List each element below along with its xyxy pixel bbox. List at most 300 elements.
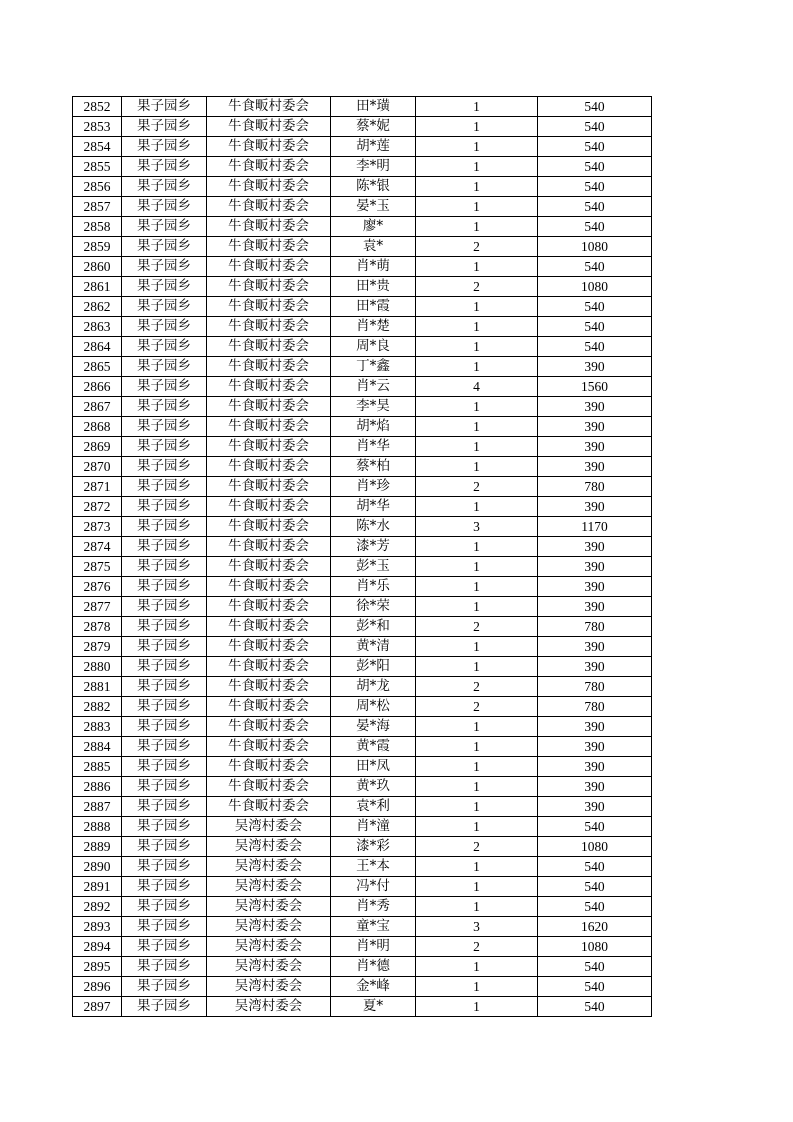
- amount-cell: 540: [538, 317, 652, 337]
- row-number: 2865: [73, 357, 122, 377]
- row-number: 2882: [73, 697, 122, 717]
- village-committee-cell: 牛食畈村委会: [207, 217, 331, 237]
- amount-cell: 540: [538, 257, 652, 277]
- person-name-cell: 肖*秀: [331, 897, 416, 917]
- table-row: [73, 377, 652, 397]
- household-count-cell: 1: [416, 717, 538, 737]
- table-row: [73, 437, 652, 457]
- town-cell: 果子园乡: [122, 717, 207, 737]
- town-cell: 果子园乡: [122, 957, 207, 977]
- household-count-cell: 3: [416, 517, 538, 537]
- row-number: 2892: [73, 897, 122, 917]
- row-number: 2889: [73, 837, 122, 857]
- row-number: 2891: [73, 877, 122, 897]
- village-committee-cell: 牛食畈村委会: [207, 137, 331, 157]
- table-row: [73, 877, 652, 897]
- town-cell: 果子园乡: [122, 797, 207, 817]
- household-count-cell: 2: [416, 277, 538, 297]
- town-cell: 果子园乡: [122, 657, 207, 677]
- village-committee-cell: 牛食畈村委会: [207, 517, 331, 537]
- table-row: [73, 737, 652, 757]
- amount-cell: 390: [538, 537, 652, 557]
- row-number: 2888: [73, 817, 122, 837]
- town-cell: 果子园乡: [122, 197, 207, 217]
- row-number: 2878: [73, 617, 122, 637]
- village-committee-cell: 牛食畈村委会: [207, 237, 331, 257]
- town-cell: 果子园乡: [122, 337, 207, 357]
- town-cell: 果子园乡: [122, 617, 207, 637]
- row-number: 2853: [73, 117, 122, 137]
- amount-cell: 390: [538, 557, 652, 577]
- village-committee-cell: 牛食畈村委会: [207, 617, 331, 637]
- row-number: 2861: [73, 277, 122, 297]
- household-count-cell: 1: [416, 797, 538, 817]
- household-count-cell: 2: [416, 937, 538, 957]
- table-row: [73, 857, 652, 877]
- amount-cell: 390: [538, 777, 652, 797]
- amount-cell: 1080: [538, 277, 652, 297]
- household-count-cell: 1: [416, 217, 538, 237]
- household-count-cell: 2: [416, 477, 538, 497]
- household-count-cell: 1: [416, 357, 538, 377]
- roster-table: [72, 96, 652, 1017]
- table-row: [73, 677, 652, 697]
- person-name-cell: 胡*莲: [331, 137, 416, 157]
- person-name-cell: 廖*: [331, 217, 416, 237]
- person-name-cell: 周*松: [331, 697, 416, 717]
- row-number: 2894: [73, 937, 122, 957]
- table-row: [73, 797, 652, 817]
- table-row: [73, 517, 652, 537]
- town-cell: 果子园乡: [122, 757, 207, 777]
- village-committee-cell: 吴湾村委会: [207, 857, 331, 877]
- table-row: [73, 637, 652, 657]
- town-cell: 果子园乡: [122, 977, 207, 997]
- amount-cell: 390: [538, 357, 652, 377]
- town-cell: 果子园乡: [122, 117, 207, 137]
- table-row: [73, 357, 652, 377]
- roster-table-body: [73, 97, 652, 1017]
- amount-cell: 540: [538, 977, 652, 997]
- person-name-cell: 陈*银: [331, 177, 416, 197]
- household-count-cell: 1: [416, 117, 538, 137]
- village-committee-cell: 牛食畈村委会: [207, 397, 331, 417]
- person-name-cell: 王*本: [331, 857, 416, 877]
- amount-cell: 1170: [538, 517, 652, 537]
- town-cell: 果子园乡: [122, 477, 207, 497]
- person-name-cell: 胡*华: [331, 497, 416, 517]
- household-count-cell: 1: [416, 577, 538, 597]
- person-name-cell: 袁*利: [331, 797, 416, 817]
- village-committee-cell: 牛食畈村委会: [207, 97, 331, 117]
- amount-cell: 540: [538, 897, 652, 917]
- person-name-cell: 肖*潼: [331, 817, 416, 837]
- person-name-cell: 丁*鑫: [331, 357, 416, 377]
- amount-cell: 540: [538, 957, 652, 977]
- village-committee-cell: 牛食畈村委会: [207, 557, 331, 577]
- row-number: 2884: [73, 737, 122, 757]
- table-row: [73, 837, 652, 857]
- amount-cell: 1080: [538, 237, 652, 257]
- household-count-cell: 1: [416, 437, 538, 457]
- table-row: [73, 317, 652, 337]
- town-cell: 果子园乡: [122, 457, 207, 477]
- town-cell: 果子园乡: [122, 297, 207, 317]
- row-number: 2862: [73, 297, 122, 317]
- household-count-cell: 2: [416, 237, 538, 257]
- household-count-cell: 1: [416, 977, 538, 997]
- town-cell: 果子园乡: [122, 157, 207, 177]
- person-name-cell: 漆*彩: [331, 837, 416, 857]
- person-name-cell: 蔡*妮: [331, 117, 416, 137]
- row-number: 2877: [73, 597, 122, 617]
- household-count-cell: 1: [416, 557, 538, 577]
- person-name-cell: 徐*荣: [331, 597, 416, 617]
- town-cell: 果子园乡: [122, 737, 207, 757]
- village-committee-cell: 牛食畈村委会: [207, 717, 331, 737]
- town-cell: 果子园乡: [122, 317, 207, 337]
- household-count-cell: 4: [416, 377, 538, 397]
- table-row: [73, 777, 652, 797]
- person-name-cell: 晏*海: [331, 717, 416, 737]
- town-cell: 果子园乡: [122, 357, 207, 377]
- town-cell: 果子园乡: [122, 257, 207, 277]
- town-cell: 果子园乡: [122, 817, 207, 837]
- table-row: [73, 657, 652, 677]
- household-count-cell: 1: [416, 417, 538, 437]
- household-count-cell: 1: [416, 197, 538, 217]
- person-name-cell: 金*峰: [331, 977, 416, 997]
- town-cell: 果子园乡: [122, 417, 207, 437]
- table-row: [73, 817, 652, 837]
- amount-cell: 390: [538, 577, 652, 597]
- amount-cell: 540: [538, 97, 652, 117]
- village-committee-cell: 牛食畈村委会: [207, 417, 331, 437]
- town-cell: 果子园乡: [122, 377, 207, 397]
- person-name-cell: 肖*德: [331, 957, 416, 977]
- row-number: 2895: [73, 957, 122, 977]
- village-committee-cell: 吴湾村委会: [207, 817, 331, 837]
- table-row: [73, 397, 652, 417]
- amount-cell: 1620: [538, 917, 652, 937]
- row-number: 2866: [73, 377, 122, 397]
- town-cell: 果子园乡: [122, 137, 207, 157]
- village-committee-cell: 牛食畈村委会: [207, 497, 331, 517]
- table-row: [73, 337, 652, 357]
- village-committee-cell: 牛食畈村委会: [207, 657, 331, 677]
- table-row: [73, 537, 652, 557]
- amount-cell: 540: [538, 177, 652, 197]
- village-committee-cell: 吴湾村委会: [207, 937, 331, 957]
- household-count-cell: 1: [416, 397, 538, 417]
- village-committee-cell: 牛食畈村委会: [207, 797, 331, 817]
- person-name-cell: 肖*萌: [331, 257, 416, 277]
- row-number: 2870: [73, 457, 122, 477]
- person-name-cell: 黄*霞: [331, 737, 416, 757]
- table-row: [73, 297, 652, 317]
- village-committee-cell: 牛食畈村委会: [207, 637, 331, 657]
- village-committee-cell: 牛食畈村委会: [207, 337, 331, 357]
- household-count-cell: 1: [416, 877, 538, 897]
- household-count-cell: 1: [416, 337, 538, 357]
- person-name-cell: 肖*云: [331, 377, 416, 397]
- row-number: 2859: [73, 237, 122, 257]
- town-cell: 果子园乡: [122, 857, 207, 877]
- household-count-cell: 1: [416, 157, 538, 177]
- row-number: 2868: [73, 417, 122, 437]
- town-cell: 果子园乡: [122, 937, 207, 957]
- village-committee-cell: 牛食畈村委会: [207, 437, 331, 457]
- amount-cell: 780: [538, 477, 652, 497]
- amount-cell: 540: [538, 337, 652, 357]
- household-count-cell: 2: [416, 677, 538, 697]
- table-row: [73, 477, 652, 497]
- amount-cell: 390: [538, 717, 652, 737]
- person-name-cell: 冯*付: [331, 877, 416, 897]
- table-row: [73, 697, 652, 717]
- table-row: [73, 257, 652, 277]
- amount-cell: 1560: [538, 377, 652, 397]
- household-count-cell: 2: [416, 617, 538, 637]
- table-row: [73, 997, 652, 1017]
- row-number: 2871: [73, 477, 122, 497]
- table-row: [73, 457, 652, 477]
- table-row: [73, 917, 652, 937]
- row-number: 2880: [73, 657, 122, 677]
- row-number: 2887: [73, 797, 122, 817]
- row-number: 2858: [73, 217, 122, 237]
- row-number: 2872: [73, 497, 122, 517]
- row-number: 2896: [73, 977, 122, 997]
- village-committee-cell: 牛食畈村委会: [207, 317, 331, 337]
- village-committee-cell: 吴湾村委会: [207, 957, 331, 977]
- town-cell: 果子园乡: [122, 437, 207, 457]
- household-count-cell: 1: [416, 637, 538, 657]
- table-row: [73, 617, 652, 637]
- village-committee-cell: 牛食畈村委会: [207, 297, 331, 317]
- amount-cell: 390: [538, 597, 652, 617]
- household-count-cell: 1: [416, 817, 538, 837]
- person-name-cell: 晏*玉: [331, 197, 416, 217]
- table-row: [73, 937, 652, 957]
- row-number: 2886: [73, 777, 122, 797]
- household-count-cell: 1: [416, 757, 538, 777]
- amount-cell: 540: [538, 137, 652, 157]
- person-name-cell: 肖*珍: [331, 477, 416, 497]
- household-count-cell: 1: [416, 657, 538, 677]
- amount-cell: 540: [538, 877, 652, 897]
- person-name-cell: 袁*: [331, 237, 416, 257]
- household-count-cell: 1: [416, 177, 538, 197]
- amount-cell: 1080: [538, 837, 652, 857]
- person-name-cell: 彭*阳: [331, 657, 416, 677]
- person-name-cell: 胡*焰: [331, 417, 416, 437]
- household-count-cell: 1: [416, 537, 538, 557]
- household-count-cell: 2: [416, 837, 538, 857]
- person-name-cell: 童*宝: [331, 917, 416, 937]
- row-number: 2876: [73, 577, 122, 597]
- village-committee-cell: 牛食畈村委会: [207, 777, 331, 797]
- row-number: 2864: [73, 337, 122, 357]
- row-number: 2875: [73, 557, 122, 577]
- row-number: 2852: [73, 97, 122, 117]
- household-count-cell: 3: [416, 917, 538, 937]
- household-count-cell: 1: [416, 137, 538, 157]
- household-count-cell: 1: [416, 317, 538, 337]
- village-committee-cell: 牛食畈村委会: [207, 537, 331, 557]
- amount-cell: 390: [538, 757, 652, 777]
- village-committee-cell: 吴湾村委会: [207, 917, 331, 937]
- town-cell: 果子园乡: [122, 217, 207, 237]
- table-row: [73, 157, 652, 177]
- household-count-cell: 1: [416, 737, 538, 757]
- town-cell: 果子园乡: [122, 517, 207, 537]
- person-name-cell: 肖*明: [331, 937, 416, 957]
- amount-cell: 390: [538, 497, 652, 517]
- village-committee-cell: 牛食畈村委会: [207, 277, 331, 297]
- household-count-cell: 1: [416, 957, 538, 977]
- person-name-cell: 夏*: [331, 997, 416, 1017]
- household-count-cell: 1: [416, 97, 538, 117]
- village-committee-cell: 牛食畈村委会: [207, 757, 331, 777]
- household-count-cell: 1: [416, 497, 538, 517]
- table-row: [73, 117, 652, 137]
- village-committee-cell: 吴湾村委会: [207, 837, 331, 857]
- amount-cell: 390: [538, 737, 652, 757]
- table-row: [73, 717, 652, 737]
- person-name-cell: 李*昊: [331, 397, 416, 417]
- town-cell: 果子园乡: [122, 697, 207, 717]
- village-committee-cell: 吴湾村委会: [207, 997, 331, 1017]
- table-row: [73, 977, 652, 997]
- amount-cell: 390: [538, 797, 652, 817]
- household-count-cell: 1: [416, 857, 538, 877]
- person-name-cell: 田*璜: [331, 97, 416, 117]
- table-row: [73, 177, 652, 197]
- village-committee-cell: 牛食畈村委会: [207, 457, 331, 477]
- table-row: [73, 197, 652, 217]
- household-count-cell: 2: [416, 697, 538, 717]
- table-row: [73, 417, 652, 437]
- table-row: [73, 957, 652, 977]
- table-row: [73, 597, 652, 617]
- household-count-cell: 1: [416, 297, 538, 317]
- amount-cell: 390: [538, 637, 652, 657]
- town-cell: 果子园乡: [122, 597, 207, 617]
- amount-cell: 540: [538, 217, 652, 237]
- household-count-cell: 1: [416, 777, 538, 797]
- amount-cell: 780: [538, 617, 652, 637]
- village-committee-cell: 牛食畈村委会: [207, 177, 331, 197]
- person-name-cell: 黄*清: [331, 637, 416, 657]
- row-number: 2881: [73, 677, 122, 697]
- row-number: 2856: [73, 177, 122, 197]
- town-cell: 果子园乡: [122, 277, 207, 297]
- person-name-cell: 漆*芳: [331, 537, 416, 557]
- person-name-cell: 彭*玉: [331, 557, 416, 577]
- person-name-cell: 黄*玖: [331, 777, 416, 797]
- row-number: 2867: [73, 397, 122, 417]
- amount-cell: 780: [538, 697, 652, 717]
- village-committee-cell: 吴湾村委会: [207, 877, 331, 897]
- amount-cell: 1080: [538, 937, 652, 957]
- town-cell: 果子园乡: [122, 537, 207, 557]
- village-committee-cell: 牛食畈村委会: [207, 357, 331, 377]
- table-row: [73, 137, 652, 157]
- town-cell: 果子园乡: [122, 637, 207, 657]
- table-row: [73, 497, 652, 517]
- town-cell: 果子园乡: [122, 237, 207, 257]
- town-cell: 果子园乡: [122, 837, 207, 857]
- table-row: [73, 577, 652, 597]
- amount-cell: 540: [538, 157, 652, 177]
- household-count-cell: 1: [416, 257, 538, 277]
- amount-cell: 540: [538, 997, 652, 1017]
- row-number: 2885: [73, 757, 122, 777]
- row-number: 2897: [73, 997, 122, 1017]
- village-committee-cell: 牛食畈村委会: [207, 117, 331, 137]
- amount-cell: 540: [538, 857, 652, 877]
- household-count-cell: 1: [416, 457, 538, 477]
- village-committee-cell: 牛食畈村委会: [207, 157, 331, 177]
- town-cell: 果子园乡: [122, 997, 207, 1017]
- amount-cell: 540: [538, 817, 652, 837]
- village-committee-cell: 牛食畈村委会: [207, 197, 331, 217]
- town-cell: 果子园乡: [122, 397, 207, 417]
- amount-cell: 540: [538, 117, 652, 137]
- person-name-cell: 彭*和: [331, 617, 416, 637]
- row-number: 2869: [73, 437, 122, 457]
- person-name-cell: 陈*水: [331, 517, 416, 537]
- row-number: 2863: [73, 317, 122, 337]
- row-number: 2883: [73, 717, 122, 737]
- village-committee-cell: 牛食畈村委会: [207, 577, 331, 597]
- row-number: 2879: [73, 637, 122, 657]
- amount-cell: 540: [538, 297, 652, 317]
- town-cell: 果子园乡: [122, 557, 207, 577]
- village-committee-cell: 牛食畈村委会: [207, 677, 331, 697]
- amount-cell: 540: [538, 197, 652, 217]
- village-committee-cell: 吴湾村委会: [207, 897, 331, 917]
- village-committee-cell: 吴湾村委会: [207, 977, 331, 997]
- person-name-cell: 胡*龙: [331, 677, 416, 697]
- row-number: 2890: [73, 857, 122, 877]
- village-committee-cell: 牛食畈村委会: [207, 737, 331, 757]
- person-name-cell: 周*良: [331, 337, 416, 357]
- town-cell: 果子园乡: [122, 177, 207, 197]
- town-cell: 果子园乡: [122, 497, 207, 517]
- row-number: 2860: [73, 257, 122, 277]
- household-count-cell: 1: [416, 897, 538, 917]
- row-number: 2873: [73, 517, 122, 537]
- row-number: 2893: [73, 917, 122, 937]
- person-name-cell: 李*明: [331, 157, 416, 177]
- table-row: [73, 217, 652, 237]
- table-row: [73, 237, 652, 257]
- village-committee-cell: 牛食畈村委会: [207, 697, 331, 717]
- town-cell: 果子园乡: [122, 777, 207, 797]
- person-name-cell: 肖*楚: [331, 317, 416, 337]
- table-row: [73, 757, 652, 777]
- amount-cell: 780: [538, 677, 652, 697]
- person-name-cell: 肖*华: [331, 437, 416, 457]
- row-number: 2855: [73, 157, 122, 177]
- amount-cell: 390: [538, 397, 652, 417]
- row-number: 2854: [73, 137, 122, 157]
- person-name-cell: 田*霞: [331, 297, 416, 317]
- person-name-cell: 蔡*柏: [331, 457, 416, 477]
- town-cell: 果子园乡: [122, 577, 207, 597]
